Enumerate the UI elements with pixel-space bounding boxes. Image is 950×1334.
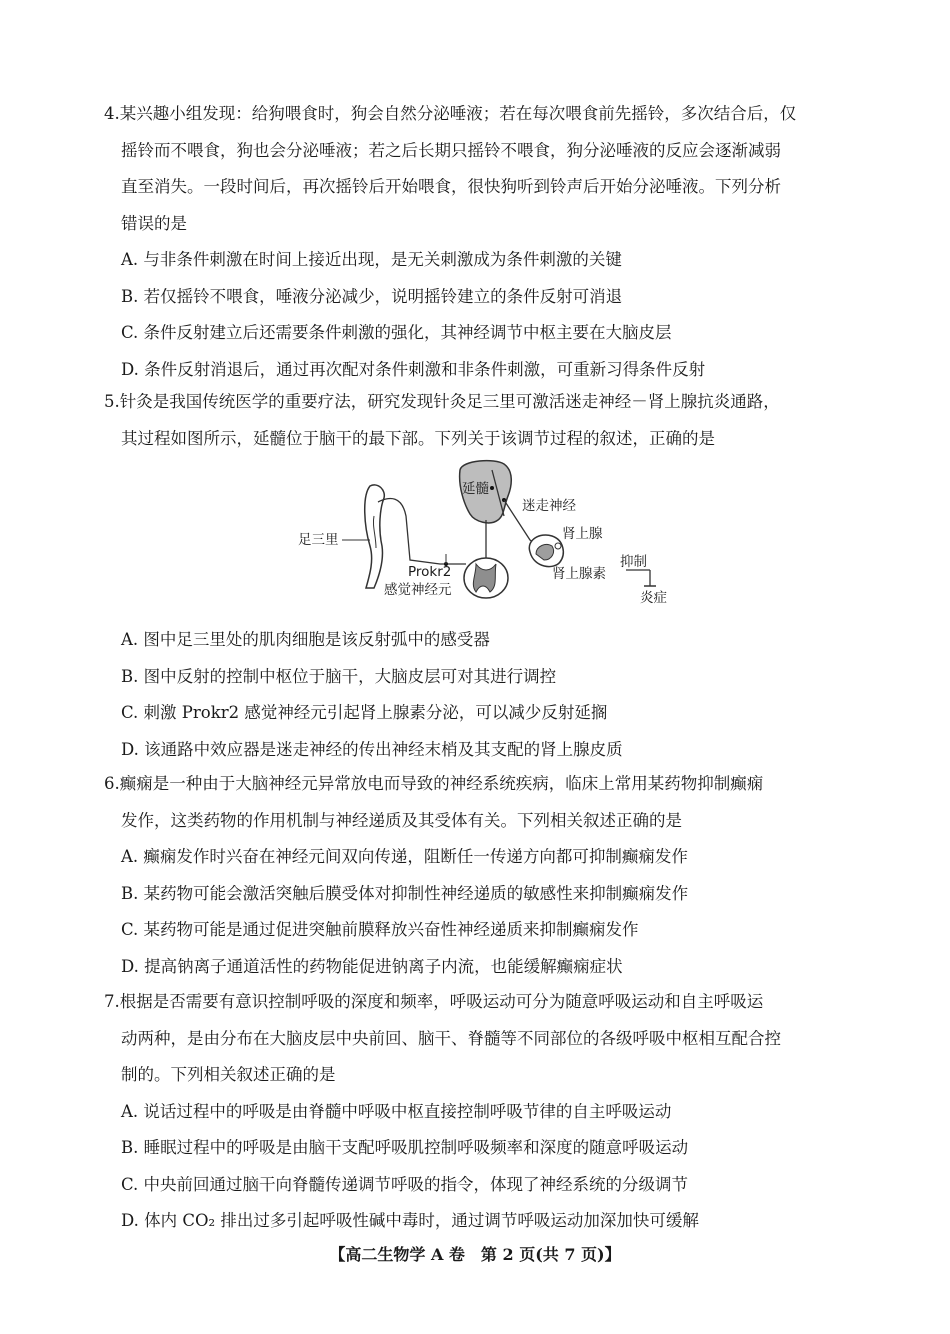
epinephrine-label: 肾上腺素	[552, 566, 606, 582]
stem-line: 发作，这类药物的作用机制与神经递质及其受体有关。下列相关叙述正确的是	[121, 810, 682, 830]
sensory-neuron-label: 感觉神经元	[384, 582, 452, 598]
stem-line: 4.某兴趣小组发现：给狗喂食时，狗会自然分泌唾液；若在每次喂食前先摇铃，多次结合后，仅	[104, 104, 797, 123]
option-a: A. 癫痫发作时兴奋在神经元间双向传递，阻断任一传递方向都可抑制癫痫发作	[121, 847, 688, 866]
vagus-label: 迷走神经	[522, 498, 576, 514]
zusanli-label: 足三里	[298, 532, 339, 548]
prokr2-label: Prokr2	[408, 564, 452, 580]
stem-line: 错误的是	[121, 213, 187, 233]
option-d: D. 体内 CO₂ 排出过多引起呼吸性碱中毒时，通过调节呼吸运动加深加快可缓解	[121, 1211, 699, 1230]
option-b: B. 若仅摇铃不喂食，唾液分泌减少，说明摇铃建立的条件反射可消退	[121, 286, 623, 306]
question-stem	[104, 384, 856, 457]
option-b: B. 睡眠过程中的呼吸是由脑干支配呼吸肌控制呼吸频率和深度的随意呼吸运动	[121, 1138, 689, 1157]
neural-pathway-figure	[290, 456, 690, 606]
stem-line: 7.根据是否需要有意识控制呼吸的深度和频率，呼吸运动可分为随意呼吸运动和自主呼吸运	[104, 992, 764, 1011]
stem-line: 动两种，是由分布在大脑皮层中央前回、脑干、脊髓等不同部位的各级呼吸中枢相互配合控	[121, 1028, 781, 1048]
question-stem	[104, 984, 856, 1094]
option-c: C. 某药物可能是通过促进突触前膜释放兴奋性神经递质来抑制癫痫发作	[121, 920, 639, 939]
adrenal-label: 肾上腺	[562, 526, 603, 542]
option-d: D. 条件反射消退后，通过再次配对条件刺激和非条件刺激，可重新习得条件反射	[121, 359, 706, 379]
option-c: C. 条件反射建立后还需要条件刺激的强化，其神经调节中枢主要在大脑皮层	[121, 323, 672, 342]
question-5-options	[104, 622, 856, 768]
option-a: A. 与非条件刺激在时间上接近出现，是无关刺激成为条件刺激的关键	[121, 250, 622, 269]
stem-line: 制的。下列相关叙述正确的是	[121, 1065, 336, 1084]
question-stem	[104, 96, 856, 242]
stem-line: 6.癫痫是一种由于大脑神经元异常放电而导致的神经系统疾病，临床上常用某药物抑制癫痫	[104, 774, 764, 793]
option-a: A. 说话过程中的呼吸是由脊髓中呼吸中枢直接控制呼吸节律的自主呼吸运动	[121, 1101, 672, 1121]
stem-line: 其过程如图所示，延髓位于脑干的最下部。下列关于该调节过程的叙述，正确的是	[121, 428, 715, 448]
option-b: B. 某药物可能会激活突触后膜受体对抑制性神经递质的敏感性来抑制癫痫发作	[121, 883, 689, 903]
option-b: B. 图中反射的控制中枢位于脑干，大脑皮层可对其进行调控	[121, 666, 557, 686]
question-4	[104, 96, 856, 388]
sensory-nerve	[378, 499, 466, 564]
option-d: D. 提高钠离子通道活性的药物能促进钠离子内流，也能缓解癫痫症状	[121, 956, 623, 976]
question-stem	[104, 766, 856, 839]
option-c: C. 中央前回通过脑干向脊髓传递调节呼吸的指令，体现了神经系统的分级调节	[121, 1174, 689, 1194]
question-5	[104, 384, 856, 457]
stem-line: 摇铃而不喂食，狗也会分泌唾液；若之后长期只摇铃不喂食，狗分泌唾液的反应会逐渐减弱	[121, 140, 781, 160]
medulla-label: 延髓	[462, 481, 489, 497]
inflammation-label: 炎症	[640, 590, 667, 606]
figure-svg	[290, 456, 690, 606]
inhibit-label: 抑制	[620, 554, 647, 570]
question-6	[104, 766, 856, 985]
option-c: C. 刺激 Prokr2 感觉神经元引起肾上腺素分泌，可以减少反射延搁	[121, 703, 608, 722]
stem-line: 直至消失。一段时间后，再次摇铃后开始喂食，很快狗听到铃声后开始分泌唾液。下列分析	[121, 177, 781, 196]
option-a: A. 图中足三里处的肌肉细胞是该反射弧中的感受器	[121, 630, 490, 649]
page-footer: 【高二生物学 A 卷 第 2 页(共 7 页)】	[329, 1245, 621, 1264]
neuron-dot	[490, 486, 494, 490]
question-7	[104, 984, 856, 1240]
stem-line: 5.针灸是我国传统医学的重要疗法，研究发现针灸足三里可激活迷走神经－肾上腺抗炎通路，	[104, 392, 780, 411]
option-d: D. 该通路中效应器是迷走神经的传出神经末梢及其支配的肾上腺皮质	[121, 739, 623, 759]
